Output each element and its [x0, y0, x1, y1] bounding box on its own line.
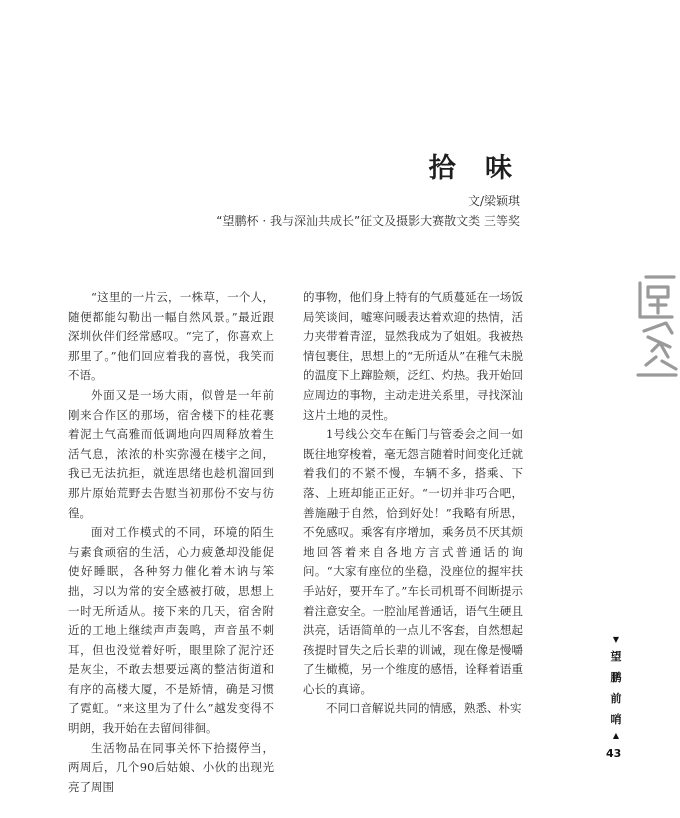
article-award: “望鹏杯 · 我与深汕共成长”征文及摄影大赛散文类 三等奖 [216, 214, 520, 228]
article-author: 文/梁颖琪 [467, 194, 520, 208]
arrow-up-icon: ▲ [612, 731, 620, 740]
paragraph: 面对工作模式的不同，环境的陌生与素食顽宿的生活，心力疲惫却没能促使好睡眠，各种努力催化着木讷与笨拙，习以为常的安全感被打破，思想上一时无所适从。接下来的几天，宿舍附近的工地上继续声声轰鸣，声音虽不刺耳，但也没觉着好听，眼里除了泥泞还是灰尘，不敢去想要远离的整洁街道和有序的高楼大厦，不是矫情，确是习惯了霓虹。“来这里为了什么”越发变得不明朗，我开始在去留间徘徊。 [68, 525, 274, 736]
paragraph: 生活物品在同事关怀下拾掇停当，两周后，几个90后姑娘、小伙的出现光亮了周围 [68, 740, 274, 794]
body-column-right [303, 288, 523, 719]
sidebar-char: 望 [610, 650, 622, 663]
sidebar-char: 前 [610, 692, 622, 705]
magazine-sidebar [608, 634, 624, 742]
body-column-left [68, 288, 274, 797]
sidebar-char: 鹏 [610, 671, 622, 684]
paragraph: 的事物，他们身上特有的气质蔓延在一场饭局笑谈间，嘘寒问暖表达着欢迎的热情，活力夹带着青涩，显然我成为了姐姐。我被热情包裹住，思想上的“无所适从”在稚气未脱的温度下上蹿脸颊，泛红、灼热。我开始回应周边的事物，主动走进关系里，寻找深汕这片土地的灵性。 [303, 290, 523, 422]
sidebar-char: 哨 [610, 713, 622, 726]
article-title: 拾 味 [428, 153, 522, 184]
paragraph: 外面又是一场大雨，似曾是一年前刚来合作区的那场，宿舍楼下的桂花裹着泥土气高雅而低调地向四周释放着生活气息，浓浓的朴实弥漫在楼宇之间，我已无法抗拒，就连思绪也趁机溜回到那片原始荒野去告慰当初那份不安与彷徨。 [68, 387, 274, 520]
arrow-down-icon: ▼ [612, 635, 620, 644]
page-number: 43 [606, 747, 622, 760]
paragraph: 1号线公交车在鲘门与管委会之间一如既往地穿梭着，毫无怨言随着时间变化迁就着我们的不紧不慢，车辆不多，搭乘、下落、上班却能正正好。“一切并非巧合吧，善施融于自然，恰到好处！”我略有所思，不免感叹。乘客有序增加，乘务员不厌其烦地回答着来自各地方言式普通话的询问。“大家有座位的坐稳，没座位的握牢扶手站好，要开车了。”车长司机哥不间断提示着注意安全。一腔汕尾普通话，语气生硬且洪亮，话语简单的一点儿不客套，自然想起孩提时冒失之后长辈的训诫，现在像是慢嚼了生橄榄，另一个维度的感悟，诠释着语重心长的真谛。 [303, 427, 523, 696]
paragraph: “这里的一片云，一株草，一个人，随便都能勾勒出一幅自然风景。”最近跟深圳伙伴们经常感叹。“完了，你喜欢上那里了。”他们回应着我的喜悦，我笑而不语。 [68, 290, 274, 383]
seal-stamp-logo [632, 273, 680, 381]
paragraph: 不同口音解说共同的情感，熟悉、朴实 [326, 701, 522, 716]
